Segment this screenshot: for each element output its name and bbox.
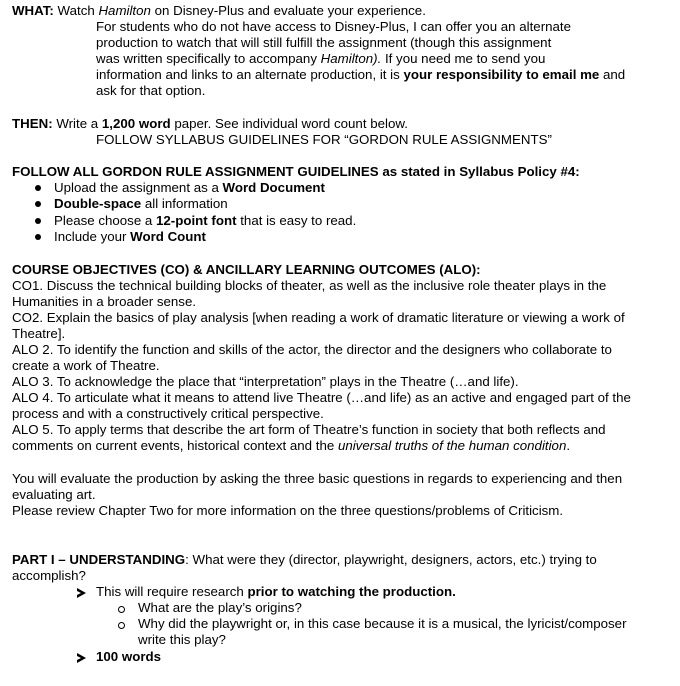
what-line-5 [96, 67, 625, 83]
objective-line: create a work of Theatre. [12, 358, 160, 373]
evaluate-line: You will evaluate the production by asking the three basic questions in regards to experiencing and then [12, 471, 623, 486]
then-label: THEN: [12, 116, 53, 131]
bullet-icon [35, 201, 41, 207]
guideline-text: Upload the assignment as a [54, 180, 223, 195]
guideline-item [54, 229, 206, 245]
then-text: paper. See individual word count below. [170, 116, 408, 131]
objective-line: ALO 3. To acknowledge the place that “interpretation” plays in the Theatre (…and life). [12, 374, 519, 389]
what-line-6: ask for that option. [96, 83, 206, 98]
objective-line: ALO 4. To articulate what it means to attend live Theatre (…and life) as an active and engaged part of the [12, 390, 631, 405]
objective-line: process and with a constructively critical perspective. [12, 406, 324, 421]
part1-line-2: accomplish? [12, 568, 86, 583]
evaluate-line: Please review Chapter Two for more information on the three questions/problems of Criticism. [12, 503, 564, 518]
circle-bullet-icon [118, 622, 125, 629]
guideline-emphasis: 12-point font [156, 213, 237, 228]
guideline-item [54, 180, 325, 196]
word-count-requirement: 1,200 word [101, 116, 171, 131]
part1-word-count: 100 words [96, 649, 162, 664]
hamilton-title: Hamilton). [320, 51, 382, 66]
guideline-item [54, 196, 228, 212]
part1-heading [12, 552, 597, 568]
hamilton-title: Hamilton [98, 3, 151, 18]
objective-text: . [566, 438, 571, 453]
objective-line: ALO 2. To identify the function and skills of the actor, the director and the designers who collaborate to [12, 342, 612, 357]
part1-arrow-item [96, 584, 456, 600]
objectives-heading: COURSE OBJECTIVES (CO) & ANCILLARY LEARNING OUTCOMES (ALO): [12, 262, 481, 277]
guideline-text: that is easy to read. [236, 213, 357, 228]
then-text: Write a [52, 116, 102, 131]
part1-title: PART I – UNDERSTANDING [12, 552, 186, 567]
what-text: Watch [53, 3, 99, 18]
part1-emphasis: prior to watching the production. [247, 584, 456, 599]
objective-line [12, 438, 570, 454]
part1-text: This will require research [96, 584, 248, 599]
guideline-item [54, 213, 356, 229]
guideline-emphasis: Double-space [54, 196, 142, 211]
bullet-icon [35, 234, 41, 240]
guideline-emphasis: Word Document [222, 180, 325, 195]
email-responsibility: your responsibility to email me [403, 67, 600, 82]
what-text: was written specifically to accompany [96, 51, 321, 66]
circle-bullet-icon [118, 606, 125, 613]
objective-text: comments on current events, historical context and the [12, 438, 338, 453]
part1-sub-item: What are the play’s origins? [138, 600, 302, 615]
objective-line: CO2. Explain the basics of play analysis [when reading a work of dramatic literature or viewing a work of [12, 310, 625, 325]
objective-emphasis: universal truths of the human condition [337, 438, 567, 453]
what-line-4 [96, 51, 545, 67]
bullet-icon [35, 185, 41, 191]
what-line-1 [12, 3, 426, 19]
arrow-bullet-icon [77, 653, 86, 663]
what-label: WHAT: [12, 3, 54, 18]
evaluate-line: evaluating art. [12, 487, 96, 502]
part1-sub-item-cont: write this play? [138, 632, 226, 647]
guidelines-heading: FOLLOW ALL GORDON RULE ASSIGNMENT GUIDELINES as stated in Syllabus Policy #4: [12, 164, 580, 179]
what-line-3: production to watch that will still fulfill the assignment (though this assignment [96, 35, 552, 50]
bullet-icon [35, 218, 41, 224]
what-text: information and links to an alternate production, it is [96, 67, 404, 82]
part1-sub-item: Why did the playwright or, in this case because it is a musical, the lyricist/composer [138, 616, 627, 631]
then-line-2: FOLLOW SYLLABUS GUIDELINES FOR “GORDON RULE ASSIGNMENTS” [96, 132, 552, 147]
what-text: and [599, 67, 626, 82]
guideline-text: Include your [54, 229, 131, 244]
guideline-text: Please choose a [54, 213, 157, 228]
objective-line: Humanities in a broader sense. [12, 294, 197, 309]
part1-text: : What were they (director, playwright, designers, actors, etc.) trying to [185, 552, 597, 567]
what-line-2: For students who do not have access to Disney-Plus, I can offer you an alternate [96, 19, 572, 34]
what-text: on Disney-Plus and evaluate your experience. [150, 3, 426, 18]
objective-line: Theatre]. [12, 326, 66, 341]
guideline-emphasis: Word Count [130, 229, 206, 244]
what-text: If you need me to send you [381, 51, 546, 66]
arrow-bullet-icon [77, 588, 86, 598]
then-line-1 [12, 116, 408, 132]
objective-line: CO1. Discuss the technical building blocks of theater, as well as the inclusive role theater plays in the [12, 278, 607, 293]
guideline-text: all information [141, 196, 228, 211]
objective-line: ALO 5. To apply terms that describe the art form of Theatre’s function in society that both reflects and [12, 422, 606, 437]
